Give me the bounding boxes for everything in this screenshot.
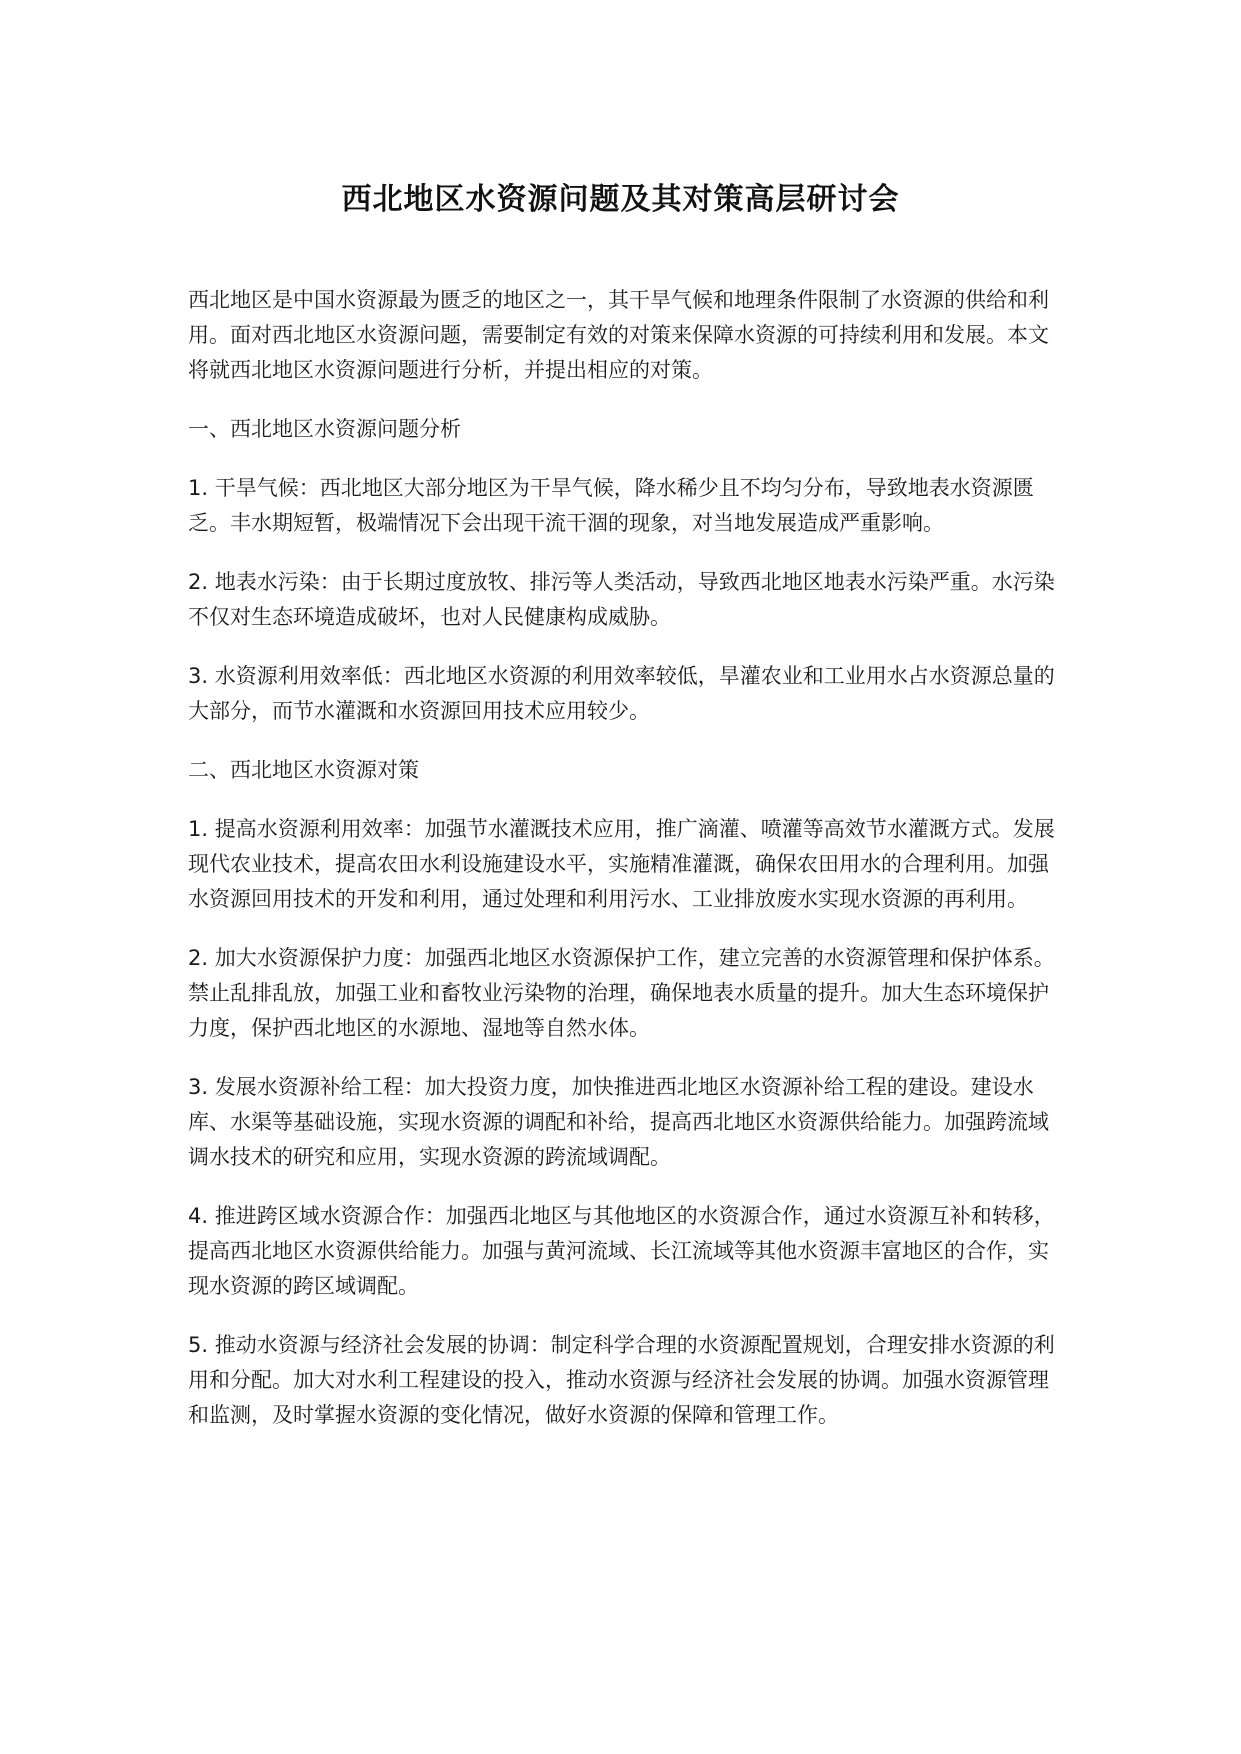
measure-item-protection: 2. 加大水资源保护力度：加强西北地区水资源保护工作，建立完善的水资源管理和保护体系。禁止乱排乱放，加强工业和畜牧业污染物的治理，确保地表水质量的提升。加大生态环境保护力度，保护西北地区的水源地、湿地等自然水体。 (188, 946, 1055, 1040)
document-body (188, 283, 1058, 1457)
measure-item-efficiency: 1. 提高水资源利用效率：加强节水灌溉技术应用，推广滴灌、喷灌等高效节水灌溉方式。发展现代农业技术，提高农田水利设施建设水平，实施精准灌溉，确保农田用水的合理利用。加强水资源回用技术的开发和利用，通过处理和利用污水、工业排放废水实现水资源的再利用。 (188, 817, 1055, 911)
problem-item-efficiency: 3. 水资源利用效率低：西北地区水资源的利用效率较低，旱灌农业和工业用水占水资源总量的大部分，而节水灌溉和水资源回用技术应用较少。 (188, 664, 1055, 723)
section-heading-countermeasures: 二、西北地区水资源对策 (188, 758, 419, 782)
measure-item-cooperation: 4. 推进跨区域水资源合作：加强西北地区与其他地区的水资源合作，通过水资源互补和转移，提高西北地区水资源供给能力。加强与黄河流域、长江流域等其他水资源丰富地区的合作，实现水资源的跨区域调配。 (188, 1204, 1055, 1298)
problem-item-pollution: 2. 地表水污染：由于长期过度放牧、排污等人类活动，导致西北地区地表水污染严重。水污染不仅对生态环境造成破坏，也对人民健康构成威胁。 (188, 570, 1055, 629)
intro-paragraph: 西北地区是中国水资源最为匮乏的地区之一，其干旱气候和地理条件限制了水资源的供给和利用。面对西北地区水资源问题，需要制定有效的对策来保障水资源的可持续利用和发展。本文将就西北地区水资源问题进行分析，并提出相应的对策。 (188, 288, 1049, 382)
section-heading-problems: 一、西北地区水资源问题分析 (188, 417, 461, 441)
problem-item-drought: 1. 干旱气候：西北地区大部分地区为干旱气候，降水稀少且不均匀分布，导致地表水资源匮乏。丰水期短暂，极端情况下会出现干流干涸的现象，对当地发展造成严重影响。 (188, 476, 1034, 535)
page-title: 西北地区水资源问题及其对策高层研讨会 (341, 182, 900, 217)
measure-item-supply: 3. 发展水资源补给工程：加大投资力度，加快推进西北地区水资源补给工程的建设。建设水库、水渠等基础设施，实现水资源的调配和补给，提高西北地区水资源供给能力。加强跨流域调水技术的研究和应用，实现水资源的跨流域调配。 (188, 1075, 1049, 1169)
measure-item-coordination: 5. 推动水资源与经济社会发展的协调：制定科学合理的水资源配置规划，合理安排水资源的利用和分配。加大对水利工程建设的投入，推动水资源与经济社会发展的协调。加强水资源管理和监测，及时掌握水资源的变化情况，做好水资源的保障和管理工作。 (188, 1333, 1055, 1427)
